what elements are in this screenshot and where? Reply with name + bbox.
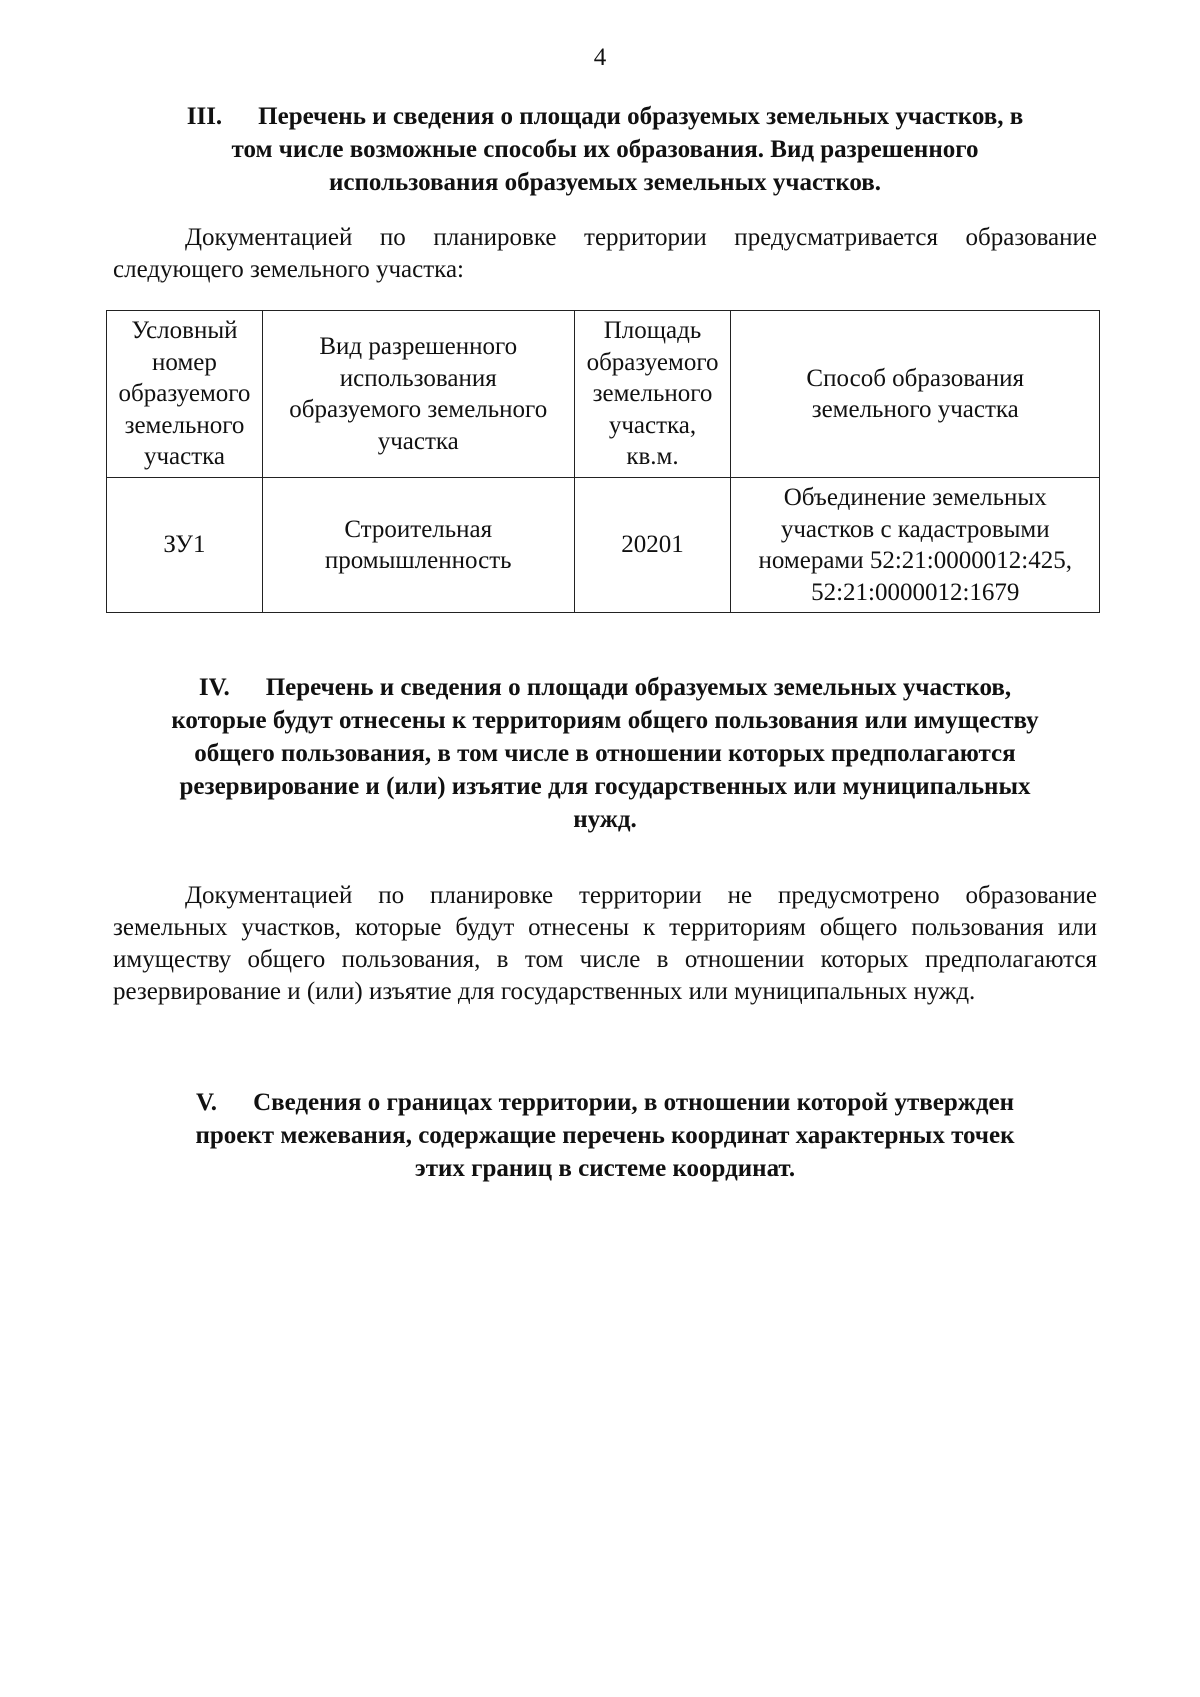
section-5-number: V. <box>195 1089 218 1116</box>
section-4-number: IV. <box>198 674 230 701</box>
section-3-heading <box>108 100 1102 199</box>
cell-formation-method: Объединение земельных участков с кадастровыми номерами 52:21:0000012:425, 52:21:0000012:1679 <box>731 478 1100 613</box>
header-area: Площадь образуемого земельного участка, кв.м. <box>574 311 731 478</box>
section-3-heading-line: III. Перечень и сведения о площади образуемых земельных участков, в <box>108 100 1102 133</box>
land-plots-table <box>106 310 1100 613</box>
section-4-heading-line: IV. Перечень и сведения о площади образуемых земельных участков, <box>108 671 1102 704</box>
header-plot-number: Условный номер образуемого земельного участка <box>107 311 263 478</box>
section-5-heading <box>108 1086 1102 1185</box>
section-4-text: Документацией по планировке территории не предусмотрено образование земельных участков, которые будут отнесены к территориям общего пользования или имуществу общего пользования, в том числе в отношении которых предполагаются резервирование и (или) изъятие для государственных или муниципальных нужд. <box>113 882 1097 1005</box>
section-3-heading-line: использования образуемых земельных участков. <box>328 169 882 196</box>
header-formation-method: Способ образования земельного участка <box>731 311 1100 478</box>
section-4-heading-line: общего пользования, в том числе в отношении которых предполагаются <box>194 740 1016 767</box>
table-header-row <box>107 311 1100 478</box>
section-5-heading-line: этих границ в системе координат. <box>414 1155 796 1182</box>
section-4-heading <box>108 671 1102 836</box>
cell-permitted-use: Строительная промышленность <box>262 478 574 613</box>
section-4-heading-line: резервирование и (или) изъятие для государственных или муниципальных <box>179 773 1031 800</box>
page-number: 4 <box>593 44 607 71</box>
header-permitted-use: Вид разрешенного использования образуемого земельного участка <box>262 311 574 478</box>
section-3-number: III. <box>186 103 223 130</box>
section-3-heading-line: том числе возможные способы их образования. Вид разрешенного <box>231 136 979 163</box>
section-4-heading-line: нужд. <box>573 806 637 833</box>
section-5-heading-line: V. Сведения о границах территории, в отношении которой утвержден <box>108 1086 1102 1119</box>
section-5-heading-line: проект межевания, содержащие перечень координат характерных точек <box>195 1122 1015 1149</box>
section-3-intro: Документацией по планировке территории предусматривается образование следующего земельного участка: <box>113 224 1097 283</box>
section-4-heading-line: которые будут отнесены к территориям общего пользования или имуществу <box>171 707 1039 734</box>
cell-area: 20201 <box>574 478 731 613</box>
table-row <box>107 478 1100 613</box>
cell-plot-number: ЗУ1 <box>107 478 263 613</box>
